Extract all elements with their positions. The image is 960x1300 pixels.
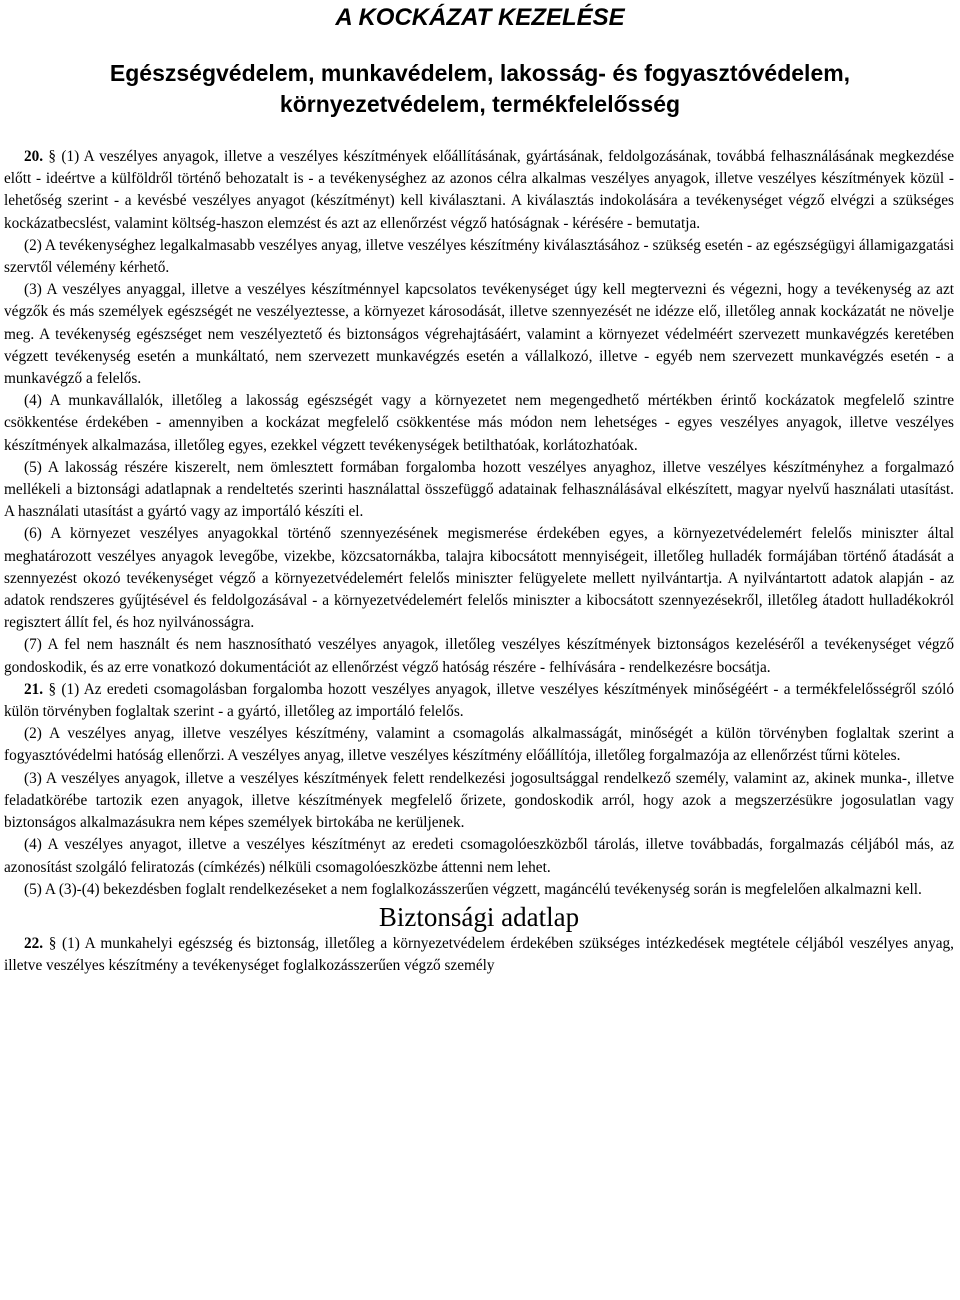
paragraph-20-1 — [4, 146, 954, 235]
paragraph-text: (1) A munkahelyi egészség és biztonság, illetőleg a környezetvédelem érdekében szükséges intézkedések megtétele céljából veszélyes anyag, illetve veszélyes készítmény a tevékenységet foglalkozásszerűen végző személy — [4, 934, 954, 975]
subtitle-line-2: környezetvédelem, termékfelelősség — [279, 91, 681, 117]
document-title: A KOCKÁZAT KEZELÉSE — [335, 4, 625, 31]
paragraph-21-2: (2) A veszélyes anyag, illetve veszélyes készítmény, valamint a csomagolás alkalmasságát, minőségét a külön törvényben foglaltak szerint a fogyasztóvédelmi hatóság ellenőrzi. A veszélyes anyag, illetve veszélyes készítmény előállítója, illetőleg forgalmazója az ellenőrzést tűrni köteles. — [4, 725, 954, 765]
paragraph-21-4: (4) A veszélyes anyagot, illetve a veszélyes készítményt az eredeti csomagolóeszközből tárolás, illetve továbbadás, forgalmazás céljából más, az azonosítást szolgáló feliratozás (címkézés) nélküli csomagolóeszközbe áttenni nem lehet. — [4, 836, 954, 876]
section-symbol: § — [48, 148, 57, 165]
paragraph-20-4: (4) A munkavállalók, illetőleg a lakosság egészségét vagy a környezetet nem megengedhető mértékben érintő kockázatok megfelelő szintre csökkentése érdekében - amennyiben a kockázat megfelelő csökkentése más módon nem lehetséges - egyes veszélyes anyagok, illetve veszélyes készítmények alkalmazása, illetőleg egyes, ezekkel végzett tevékenységek betilthatóak, korlátozhatóak. — [4, 392, 954, 454]
paragraph-21-5: (5) A (3)-(4) bekezdésben foglalt rendelkezéseket a nem foglalkozásszerűen végzett, magáncélú tevékenység során is megfelelően alkalmazni kell. — [24, 880, 922, 898]
paragraph-text: (1) Az eredeti csomagolásban forgalomba hozott veszélyes anyagok, illetve veszélyes készítmények minőségéért - a termékfelelősségről szóló külön törvényben foglaltak szerint - a gyártó, illetőleg az importáló felelős. — [4, 680, 955, 721]
paragraph-20-2: (2) A tevékenységhez legalkalmasabb veszélyes anyag, illetve veszélyes készítmény kiválasztásához - szükség esetén - az egészségügyi államigazgatási szervtől vélemény kérhető. — [4, 236, 954, 277]
paragraph-20-5: (5) A lakosság részére kiszerelt, nem ömlesztett formában forgalomba hozott veszélyes anyaghoz, illetve veszélyes készítményhez a forgalmazó mellékeli a biztonsági adatlapnak a rendeltetés szerinti használattal összefüggő adatainak felhasználásával elkészített, magyar nyelvű használati utasítást. A használati utasítást a gyártó vagy az importáló készíti el. — [4, 458, 954, 521]
paragraph-text: (1) A veszélyes anyagok, illetve a veszélyes készítmények előállításának, gyártásának, feldolgozásának, továbbá felhasználásának megkezdése előtt - ideértve a külföldről történő behozatalt is - a tevékenységhez az azonos célra alkalmas veszélyes anyagok, illetve veszélyes készítmények közül - lehetőség szerint - a kevésbé veszélyes anyagot (készítményt) kell kiválasztani. A kiválasztás indokolására a tevékenységet végző elvégzi a szükséges kockázatbecslést, valamint költség-haszon elemzést és azt az ellenőrzést végző hatóságnak - kérésére - bemutatja. — [4, 148, 955, 232]
paragraph-20-6: (6) A környezet veszélyes anyagokkal történő szennyezésének megismerése érdekében egyes, a környezetvédelemért felelős miniszter által meghatározott veszélyes anyagok levegőbe, vizekbe, közcsatornákba, talajra kibocsátott mennyiségeit, illetőleg hulladék formájában történő átadását a szennyezést okozó tevékenységet végző a környezetvédelemért felelős miniszter felügyelete mellett nyilvántartja. A nyilvántartott adatok alapján - az adatok rendszeres gyűjtésével és feldolgozásával - a környezetvédelemért felelős miniszter a kibocsátott szennyezésekről, illetőleg átadott hulladékokról regisztert állít fel, és hoz nyilvánosságra. — [4, 525, 954, 632]
section-symbol: § — [48, 680, 57, 698]
document-body — [4, 146, 954, 977]
document-subtitle — [40, 58, 920, 120]
section-number-22: 22. — [24, 934, 44, 952]
paragraph-22-1 — [4, 933, 954, 977]
paragraph-20-3: (3) A veszélyes anyaggal, illetve a veszélyes készítménnyel kapcsolatos tevékenységet úgy kell megtervezni és végezni, hogy a tevékenység az azt végzők és más személyek egészségét ne veszélyeztesse, a környezet károsodását, illetve szennyezését ne idézze elő, illetőleg annak kockázatát ne növelje meg. A tevékenység egészséget nem veszélyeztető és biztonságos végrehajtásáért, valamint a környezet védelméért szervezett munkavégzés keretében végzett tevékenység esetén a munkáltató, nem szervezett munkavégzés esetén a vállalkozó, illetve - egyéb nem szervezett munkavégzés esetén - a munkavégző a felelős. — [4, 281, 954, 388]
paragraph-20-7: (7) A fel nem használt és nem hasznosítható veszélyes anyagok, illetőleg veszélyes készítmények biztonságos kezeléséről a tevékenységet végző gondoskodik, és az erre vonatkozó dokumentációt az ellenőrzést végző hatóság részére - felhívására - rendelkezésre bocsátja. — [4, 636, 954, 676]
paragraph-21-3: (3) A veszélyes anyagok, illetve a veszélyes készítmények felett rendelkezési jogosultsággal rendelkező személy, valamint az, akinek munka-, illetve feladatkörébe tartozik ezen anyagok, illetve készítmények megfelelő őrizete, gondoskodik arról, hogy azok a megszerzésükre jogosulatlan vagy biztonságos alkalmazásukra nem képes személyek birtokába ne kerüljenek. — [4, 769, 954, 832]
section-heading: Biztonsági adatlap — [378, 901, 580, 932]
subtitle-line-1: Egészségvédelem, munkavédelem, lakosság- és fogyasztóvédelem, — [109, 60, 851, 86]
section-symbol: § — [48, 934, 57, 952]
paragraph-21-1 — [4, 679, 954, 723]
section-number-20: 20. — [24, 148, 44, 165]
section-number-21: 21. — [24, 680, 44, 698]
